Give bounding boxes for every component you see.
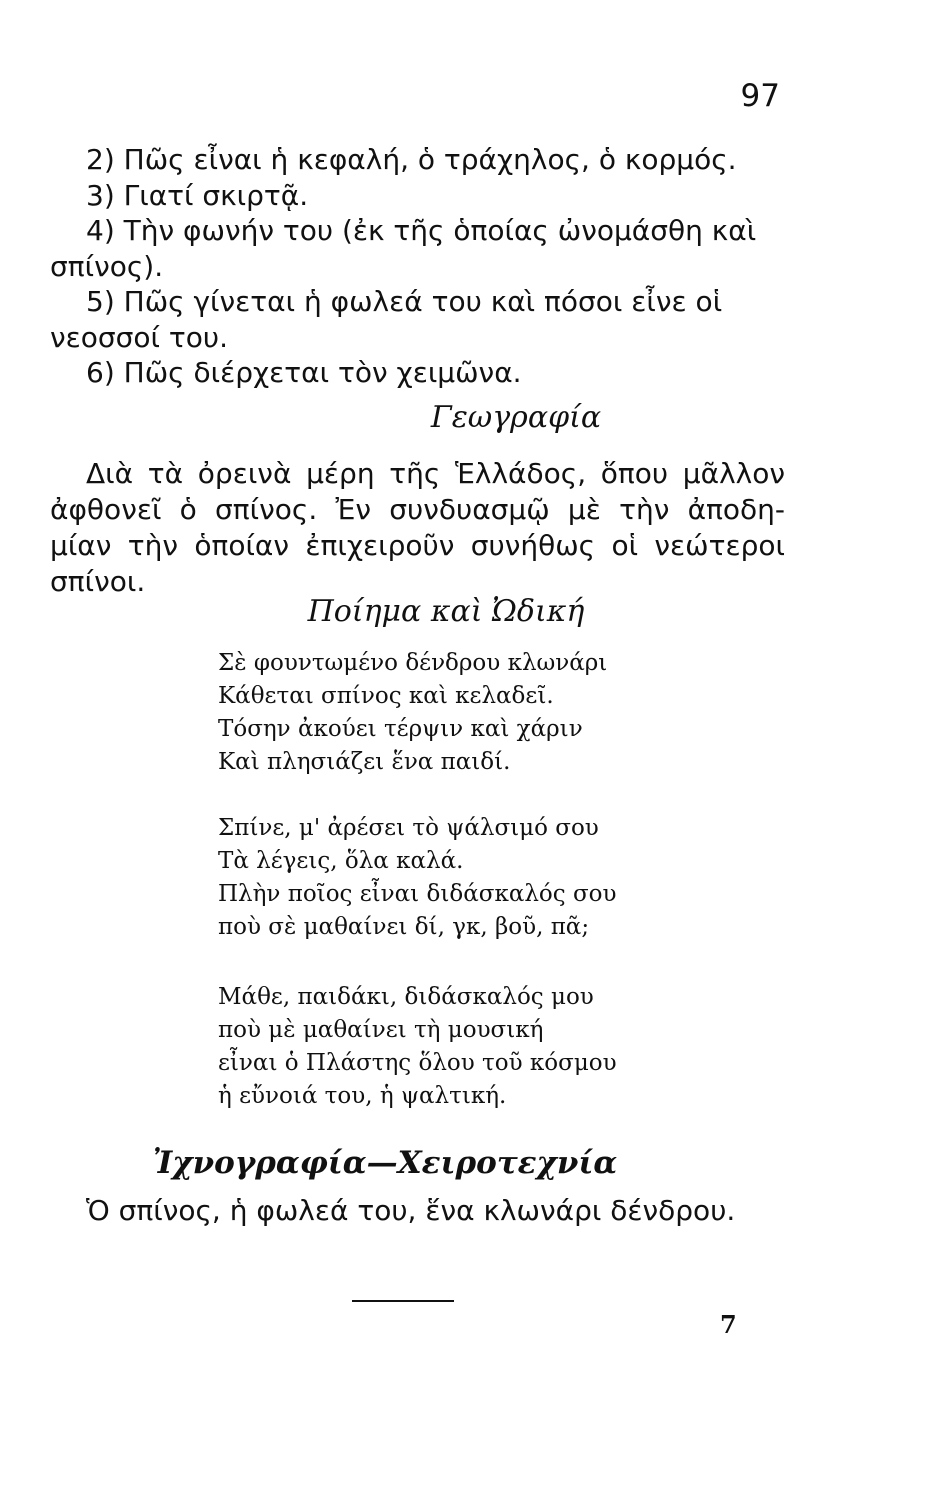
question-line-continuation: νεοσσοί του. <box>50 320 228 354</box>
signature-mark: 7 <box>720 1310 737 1339</box>
poem-verse: εἶναι ὁ Πλάστης ὅλου τοῦ κόσμου <box>218 1050 617 1076</box>
paragraph-line: μίαν τὴν ὁποίαν ἐπιχειροῦν συνήθως οἱ νεώτεροι <box>50 529 785 562</box>
question-list <box>50 142 785 391</box>
poem-heading: Ποίημα καὶ Ὠδική <box>307 594 585 629</box>
question-line: 3) Γιατί σκιρτᾷ. <box>86 178 309 212</box>
page-number: 97 <box>740 78 780 114</box>
poem-verse: Μάθε, παιδάκι, διδάσκαλός μου <box>218 984 594 1010</box>
poem-stanza <box>218 812 638 944</box>
poem-verse: ποὺ μὲ μαθαίνει τὴ μουσική <box>218 1017 544 1043</box>
poem-verse: ποὺ σὲ μαθαίνει δί, γκ, βοῦ, πᾶ; <box>218 914 590 940</box>
geography-heading: Γεωγραφία <box>430 400 602 435</box>
poem-verse: Καὶ πλησιάζει ἕνα παιδί. <box>218 749 511 775</box>
poem-verse: Σπίνε, μ' ἀρέσει τὸ ψάλσιμό σου <box>218 815 599 841</box>
question-line-continuation: σπίνος). <box>50 249 164 283</box>
poem-stanza <box>218 647 638 779</box>
question-line: 4) Τὴν φωνήν του (ἐκ τῆς ὁποίας ὠνομάσθη καὶ <box>86 214 757 247</box>
poem-verse: Πλὴν ποῖος εἶναι διδάσκαλός σου <box>218 881 617 907</box>
poem-verse: Κάθεται σπίνος καὶ κελαδεῖ. <box>218 683 554 709</box>
footer-rule <box>352 1300 454 1302</box>
poem-verse: ἡ εὔνοιά του, ἡ ψαλτική. <box>218 1083 507 1109</box>
question-line: 2) Πῶς εἶναι ἡ κεφαλή, ὁ τράχηλος, ὁ κορμός. <box>86 143 737 176</box>
poem-verse: Τόσην ἀκούει τέρψιν καὶ χάριν <box>218 716 583 742</box>
craft-heading: Ἰχνογραφία—Χειροτεχνία <box>152 1145 618 1181</box>
poem-verse: Σὲ φουντωμένο δένδρου κλωνάρι <box>218 650 608 676</box>
paragraph-line: σπίνοι. <box>50 565 146 598</box>
paragraph-line: Διὰ τὰ ὀρεινὰ μέρη τῆς Ἑλλάδος, ὅπου μᾶλλον <box>86 457 785 490</box>
craft-paragraph: Ὁ σπίνος, ἡ φωλεά του, ἕνα κλωνάρι δένδρου. <box>86 1194 736 1227</box>
geography-paragraph <box>50 456 785 600</box>
poem-stanza <box>218 981 638 1113</box>
question-line: 6) Πῶς διέρχεται τὸν χειμῶνα. <box>86 356 522 389</box>
paragraph-line: ἀφθονεῖ ὁ σπίνος. Ἐν συνδυασμῷ μὲ τὴν ἀποδη- <box>50 493 785 526</box>
poem-verse: Τὰ λέγεις, ὅλα καλά. <box>218 848 464 874</box>
question-line: 5) Πῶς γίνεται ἡ φωλεά του καὶ πόσοι εἶνε οἱ <box>86 285 723 318</box>
